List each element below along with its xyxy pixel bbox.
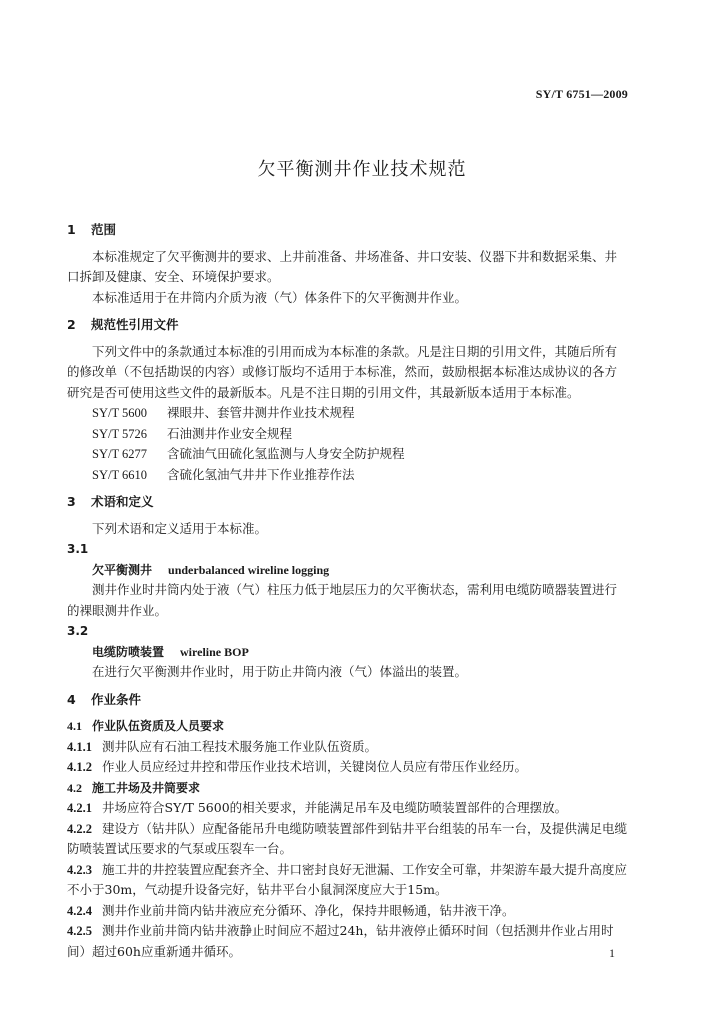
reference-item — [92, 444, 627, 465]
subsection-title: 作业队伍资质及人员要求 — [92, 719, 225, 733]
section-1-heading — [67, 220, 627, 241]
term-number: 3.2 — [67, 624, 89, 638]
section-number: 1 — [67, 222, 76, 237]
clause — [67, 798, 627, 819]
subsection-number: 4.2 — [67, 780, 82, 795]
clause — [67, 819, 627, 860]
subsection-heading — [67, 716, 627, 737]
term-name — [67, 560, 627, 581]
subsection-number: 4.1 — [67, 719, 82, 733]
clause-text: 测井队应有石油工程技术服务施工作业队伍资质。 — [102, 738, 378, 754]
reference-title: 裸眼井、套管井测井作业技术规程 — [167, 405, 355, 420]
term-zh: 电缆防喷装置 — [92, 644, 165, 659]
paragraph: 本标准适用于在井筒内介质为液（气）体条件下的欠平衡测井作业。 — [92, 289, 468, 305]
term-name — [67, 642, 627, 663]
document-title: 欠平衡测井作业技术规范 — [257, 159, 467, 180]
clause — [67, 757, 627, 778]
clause — [67, 921, 627, 962]
subsection-heading — [67, 778, 627, 799]
clause-text: 作业人员应经过井控和带压作业技术培训，关键岗位人员应有带压作业经历。 — [102, 759, 528, 774]
section-4-heading — [67, 690, 627, 711]
reference-item — [92, 424, 627, 445]
clause — [67, 901, 627, 922]
clause-number: 4.2.4 — [67, 903, 92, 918]
term-en: wireline BOP — [180, 644, 249, 659]
reference-code: SY/T 6610 — [92, 467, 147, 482]
clause-text: 建设方（钻井队）应配备能吊升电缆防喷装置部件到钻井平台组装的吊车一台，及提供满足电缆防喷装置试压要求的气泵或压裂车一台。 — [67, 820, 628, 856]
section-number: 4 — [67, 691, 76, 707]
standard-code: SY/T 6751—2009 — [535, 87, 628, 101]
clause-number: 4.2.1 — [67, 801, 92, 815]
clause-number: 4.2.3 — [67, 862, 92, 877]
reference-code: SY/T 5726 — [92, 426, 147, 441]
clause — [67, 860, 627, 901]
subsection-title: 施工井场及井筒要求 — [92, 780, 201, 795]
section-3-heading — [67, 492, 627, 513]
clause-number: 4.1.1 — [67, 739, 92, 754]
page-number: 1 — [609, 946, 615, 960]
paragraph: 下列术语和定义适用于本标准。 — [92, 520, 268, 536]
term-definition: 在进行欠平衡测井作业时，用于防止井筒内液（气）体溢出的装置。 — [92, 664, 468, 679]
term-en: underbalanced wireline logging — [168, 562, 330, 577]
clause-text: 测井作业前井筒内钻井液静止时间应不超过24h，钻井液停止循环时间（包括测井作业占用时间）超过60h应重新通井循环。 — [67, 923, 614, 959]
reference-item — [92, 465, 627, 486]
section-title: 规范性引用文件 — [91, 317, 179, 332]
section-title: 术语和定义 — [91, 494, 154, 509]
clause-text: 测井作业前井筒内钻井液应充分循环、净化，保持井眼畅通，钻井液干净。 — [102, 902, 515, 918]
clause-text: 井场应符合SY/T 5600的相关要求，并能满足吊车及电缆防喷装置部件的合理摆放。 — [102, 800, 568, 815]
document-body — [67, 217, 627, 962]
section-title: 作业条件 — [91, 691, 142, 707]
term-definition: 测井作业时井筒内处于液（气）柱压力低于地层压力的欠平衡状态，需利用电缆防喷器装置进行的裸眼测井作业。 — [67, 582, 618, 618]
clause-number: 4.2.2 — [67, 821, 92, 836]
section-title: 范围 — [91, 222, 117, 237]
section-number: 2 — [67, 317, 76, 332]
clause-number: 4.1.2 — [67, 760, 92, 774]
reference-item — [92, 403, 627, 424]
reference-code: SY/T 6277 — [92, 447, 147, 461]
section-number: 3 — [67, 494, 76, 509]
reference-title: 含硫化氢油气井井下作业推荐作法 — [167, 466, 355, 482]
reference-code: SY/T 5600 — [92, 406, 147, 420]
term-number: 3.1 — [67, 542, 89, 556]
section-2-heading — [67, 315, 627, 336]
reference-list — [67, 403, 627, 485]
paragraph: 下列文件中的条款通过本标准的引用而成为本标准的条款。凡是注日期的引用文件，其随后所有的修改单（不包括勘误的内容）或修订版均不适用于本标准，然而，鼓励根据本标准达成协议的各方研究是否可使用这些文件的最新版本。凡是不注日期的引用文件，其最新版本适用于本标准。 — [67, 343, 618, 400]
clause — [67, 737, 627, 758]
paragraph: 本标准规定了欠平衡测井的要求、上井前准备、井场准备、井口安装、仪器下井和数据采集、井口拆卸及健康、安全、环境保护要求。 — [67, 248, 618, 284]
reference-title: 石油测井作业安全规程 — [167, 425, 293, 441]
clause-text: 施工井的井控装置应配套齐全、井口密封良好无泄漏、工作安全可靠，井架游车最大提升高度应不小于30m，气动提升设备完好，钻井平台小鼠洞深度应大于15m。 — [67, 861, 628, 897]
term-zh: 欠平衡测井 — [92, 562, 153, 577]
clause-number: 4.2.5 — [67, 924, 92, 938]
reference-title: 含硫油气田硫化氢监测与人身安全防护规程 — [167, 446, 405, 461]
